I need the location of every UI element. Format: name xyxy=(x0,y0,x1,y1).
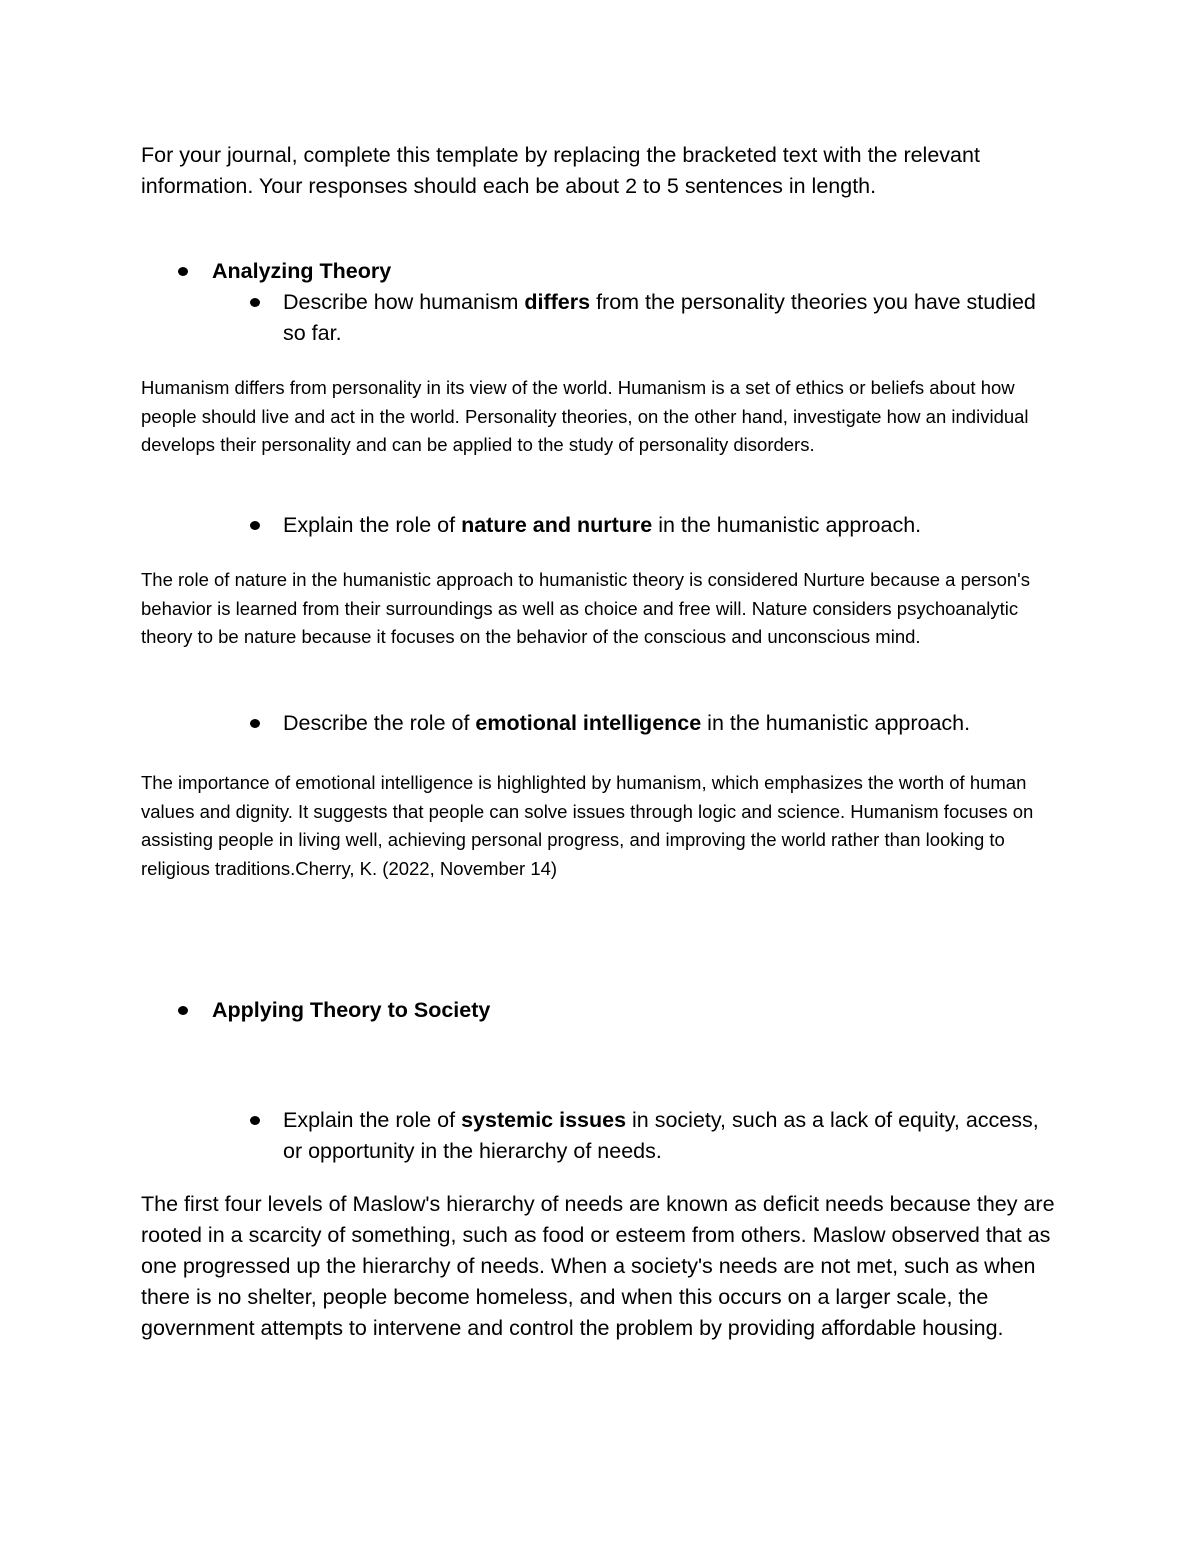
section-heading-text: Analyzing Theory xyxy=(212,259,392,283)
prompt-text xyxy=(283,287,1043,349)
prompt-text xyxy=(283,1105,1043,1167)
prompt-keyword: systemic issues xyxy=(461,1108,627,1132)
bullet-icon xyxy=(250,719,260,728)
bullet-icon xyxy=(250,1116,260,1125)
prompt-keyword: nature and nurture xyxy=(461,513,653,537)
bullet-icon xyxy=(178,267,188,276)
prompt-text-before: Describe how humanism xyxy=(283,290,525,314)
answer-paragraph: The role of nature in the humanistic approach to humanistic theory is considered Nurture because a person's behavior is learned from their surroundings as well as choice and free will. Nature considers psychoanalytic theory to be nature because it focuses on the behavior of the conscious and unconscious mind. xyxy=(141,569,1030,647)
prompt-text-after: from the personality theories you have studied so far. xyxy=(283,290,1036,345)
bullet-icon xyxy=(178,1006,188,1015)
intro-paragraph: For your journal, complete this template by replacing the bracketed text with the relevant information. Your responses should each be about 2 to 5 sentences in length. xyxy=(141,143,980,198)
prompt-item xyxy=(250,708,1050,739)
bullet-icon xyxy=(250,298,260,307)
answer-paragraph: The first four levels of Maslow's hierarchy of needs are known as deficit needs because they are rooted in a scarcity of something, such as food or esteem from others. Maslow observed that as one progressed up the hierarchy of needs. When a society's needs are not met, such as when there is no shelter, people become homeless, and when this occurs on a larger scale, the government attempts to intervene and control the problem by providing affordable housing. xyxy=(141,1192,1055,1340)
prompt-text-before: Describe the role of xyxy=(283,711,476,735)
prompt-keyword: differs xyxy=(524,290,591,314)
prompt-text-before: Explain the role of xyxy=(283,1108,462,1132)
prompt-text xyxy=(283,708,1043,739)
prompt-keyword: emotional intelligence xyxy=(475,711,702,735)
bullet-icon xyxy=(250,521,260,530)
prompt-text-after: in the humanistic approach. xyxy=(652,513,922,537)
prompt-text-before: Explain the role of xyxy=(283,513,462,537)
prompt-text-after: in society, such as a lack of equity, access, or opportunity in the hierarchy of needs. xyxy=(283,1108,1039,1163)
answer-paragraph: The importance of emotional intelligence is highlighted by humanism, which emphasizes the worth of human values and dignity. It suggests that people can solve issues through logic and science. Humanism focuses on assisting people in living well, achieving personal progress, and improving the world rather than looking to religious traditions.Cherry, K. (2022, November 14) xyxy=(141,772,1034,879)
answer-paragraph: Humanism differs from personality in its view of the world. Humanism is a set of ethics or beliefs about how people should live and act in the world. Personality theories, on the other hand, investigate how an individual develops their personality and can be applied to the study of personality disorders. xyxy=(141,377,1029,455)
section-heading-analyzing-theory xyxy=(178,256,391,287)
section-heading-applying-theory xyxy=(178,995,490,1026)
prompt-text xyxy=(283,510,1043,541)
prompt-item xyxy=(250,510,1050,541)
section-heading-text: Applying Theory to Society xyxy=(212,998,491,1022)
prompt-item xyxy=(250,287,1050,349)
prompt-text-after: in the humanistic approach. xyxy=(701,711,971,735)
prompt-item xyxy=(250,1105,1050,1167)
